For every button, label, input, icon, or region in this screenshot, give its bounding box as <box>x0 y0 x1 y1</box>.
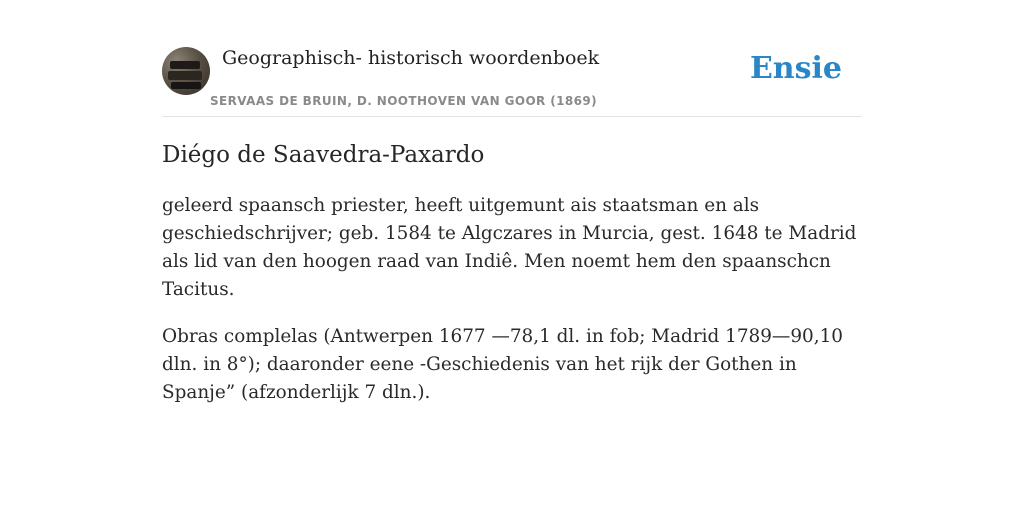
ensie-logo[interactable]: Ensie <box>749 51 842 86</box>
book-title[interactable]: Geographisch- historisch woordenboek <box>222 47 600 69</box>
entry-body <box>162 192 867 426</box>
book-header <box>162 0 862 117</box>
entry-title: Diégo de Saavedra-Paxardo <box>162 142 485 168</box>
page-container <box>162 0 862 403</box>
book-author: SERVAAS DE BRUIN, D. NOOTHOVEN VAN GOOR (1869) <box>210 94 598 108</box>
book-cover-avatar[interactable] <box>162 47 210 95</box>
book-spine-shape <box>170 61 200 69</box>
book-spine-shape <box>171 82 201 89</box>
entry-paragraph: Obras complelas (Antwerpen 1677 —78,1 dl. in fob; Madrid 1789—90,10 dln. in 8°); daaronder eene -Geschiedenis van het rijk der Gothen in Spanje” (afzonderlijk 7 dln.). <box>162 326 843 403</box>
book-spine-shape <box>168 71 202 80</box>
entry-paragraph: geleerd spaansch priester, heeft uitgemunt ais staatsman en als geschiedschrijver; geb. 1584 te Algczares in Murcia, gest. 1648 te Madrid als lid van den hoogen raad van Indiê. Men noemt hem den spaanschcn Tacitus. <box>162 195 857 300</box>
